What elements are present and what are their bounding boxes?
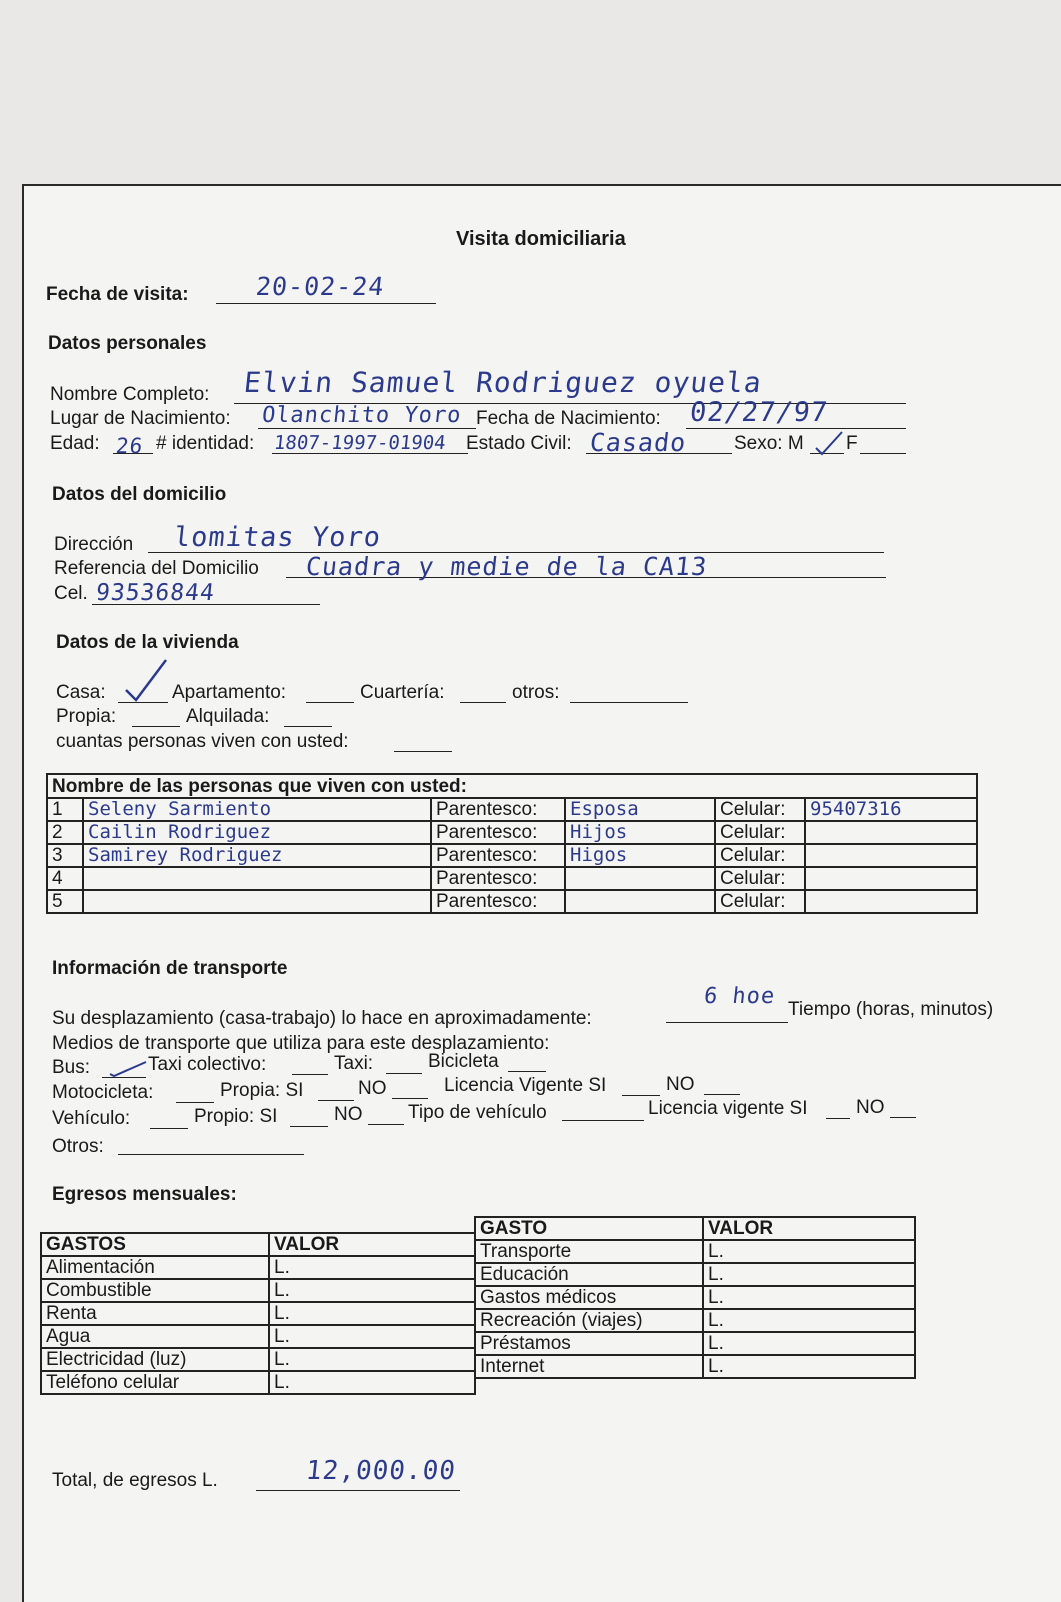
person-relation[interactable]	[565, 867, 715, 890]
birthdate-value[interactable]: 02/27/97	[688, 397, 830, 428]
address-value[interactable]: lomitas Yoro	[172, 522, 383, 553]
people-table	[46, 773, 978, 914]
expense-value[interactable]: L.	[703, 1355, 915, 1378]
row-number: 4	[47, 867, 83, 890]
otros-label: otros:	[512, 682, 560, 703]
person-name[interactable]: Seleny Sarmiento	[83, 798, 431, 821]
full-name-label: Nombre Completo:	[50, 384, 210, 405]
expense-name: Alimentación	[41, 1256, 269, 1279]
sex-f-label: F	[846, 433, 858, 454]
expense-value[interactable]: L.	[703, 1240, 915, 1263]
parentesco-label: Parentesco:	[431, 798, 565, 821]
birthdate-label: Fecha de Nacimiento:	[476, 408, 661, 429]
expenses-right-table	[474, 1216, 916, 1379]
age-label: Edad:	[50, 433, 100, 454]
expense-name: Teléfono celular	[41, 1371, 269, 1394]
birthplace-value[interactable]: Olanchito Yoro	[260, 403, 463, 428]
age-value[interactable]: 26	[114, 434, 145, 458]
sex-m-label: Sexo: M	[734, 433, 804, 454]
person-name[interactable]	[83, 890, 431, 913]
person-cel[interactable]: 95407316	[805, 798, 977, 821]
vehiculo-propio-no-label: NO	[334, 1104, 363, 1125]
row-number: 3	[47, 844, 83, 867]
valor-header: VALOR	[703, 1217, 915, 1240]
table-row	[47, 867, 977, 890]
apartamento-label: Apartamento:	[172, 682, 287, 703]
form-title: Visita domiciliaria	[456, 228, 626, 250]
moto-licencia-si-line	[622, 1095, 660, 1096]
moto-propia-no-label: NO	[358, 1078, 387, 1099]
commute-label: Su desplazamiento (casa-trabajo) lo hace en aproximadamente:	[52, 1008, 592, 1029]
expense-name: Agua	[41, 1325, 269, 1348]
alquilada-label: Alquilada:	[186, 706, 270, 727]
moto-propia-si-label: Propia: SI	[220, 1080, 304, 1101]
vehiculo-licencia-label: Licencia vigente SI	[648, 1098, 808, 1119]
expense-name: Recreación (viajes)	[475, 1309, 703, 1332]
civil-label: Estado Civil:	[466, 433, 572, 454]
vehiculo-propio-si-line	[290, 1126, 328, 1127]
vehiculo-propio-si-label: Propio: SI	[194, 1106, 278, 1127]
row-number: 5	[47, 890, 83, 913]
bicicleta-label: Bicicleta	[428, 1051, 499, 1072]
commute-suffix: Tiempo (horas, minutos)	[788, 999, 994, 1020]
bus-check-icon[interactable]	[108, 1060, 148, 1078]
personal-heading: Datos personales	[48, 333, 207, 354]
transport-heading: Información de transporte	[52, 958, 288, 979]
celular-label: Celular:	[715, 844, 805, 867]
expense-name: Electricidad (luz)	[41, 1348, 269, 1371]
cuarteria-label: Cuartería:	[360, 682, 445, 703]
housing-heading: Datos de la vivienda	[56, 632, 239, 653]
transport-otros-line	[118, 1154, 304, 1155]
expenses-left-table	[40, 1232, 476, 1395]
visit-date-value[interactable]: 20-02-24	[254, 272, 386, 301]
expense-name: Combustible	[41, 1279, 269, 1302]
row-number: 1	[47, 798, 83, 821]
table-row	[475, 1332, 915, 1355]
birthplace-line	[258, 428, 476, 429]
valor-header: VALOR	[269, 1233, 475, 1256]
civil-value[interactable]: Casado	[588, 428, 688, 457]
transport-otros-label: Otros:	[52, 1136, 104, 1157]
moto-licencia-no-line	[704, 1094, 740, 1095]
person-relation[interactable]: Hijos	[565, 821, 715, 844]
expense-value[interactable]: L.	[703, 1309, 915, 1332]
taxi-colectivo-line	[292, 1074, 328, 1075]
person-cel[interactable]	[805, 867, 977, 890]
person-relation[interactable]: Esposa	[565, 798, 715, 821]
table-row	[41, 1348, 475, 1371]
table-row	[41, 1279, 475, 1302]
reference-label: Referencia del Domicilio	[54, 558, 259, 579]
commute-value[interactable]: 6 hoe	[702, 984, 777, 1009]
table-row	[475, 1217, 915, 1240]
table-row	[47, 821, 977, 844]
moto-label: Motocicleta:	[52, 1082, 154, 1103]
total-label: Total, de egresos L.	[52, 1470, 218, 1491]
people-header: Nombre de las personas que viven con usted:	[47, 774, 977, 798]
expense-value[interactable]: L.	[703, 1286, 915, 1309]
vehiculo-propio-no-line	[368, 1124, 404, 1125]
celular-label: Celular:	[715, 798, 805, 821]
celular-label: Celular:	[715, 867, 805, 890]
celular-label: Celular:	[715, 890, 805, 913]
person-cel[interactable]	[805, 821, 977, 844]
taxi-colectivo-label: Taxi colectivo:	[148, 1054, 267, 1075]
alquilada-line	[284, 726, 332, 727]
cel-label: Cel.	[54, 583, 88, 604]
moto-line	[176, 1102, 214, 1103]
expense-value[interactable]: L.	[703, 1263, 915, 1286]
propia-line	[132, 726, 180, 727]
sex-m-check-icon[interactable]	[812, 430, 846, 456]
bicicleta-line	[508, 1071, 546, 1072]
visit-date-line	[216, 303, 436, 304]
table-row	[41, 1371, 475, 1394]
total-value[interactable]: 12,000.00	[304, 1456, 458, 1486]
casa-label: Casa:	[56, 682, 106, 703]
full-name-value[interactable]: Elvin Samuel Rodriguez oyuela	[242, 366, 764, 399]
expense-name: Préstamos	[475, 1332, 703, 1355]
moto-licencia-no-label: NO	[666, 1074, 695, 1095]
row-number: 2	[47, 821, 83, 844]
cel-value[interactable]: 93536844	[94, 580, 217, 606]
person-name[interactable]	[83, 867, 431, 890]
casa-check-icon[interactable]	[122, 656, 170, 704]
otros-line	[570, 702, 688, 703]
expense-value[interactable]: L.	[269, 1325, 475, 1348]
table-row	[47, 844, 977, 867]
expense-name: Renta	[41, 1302, 269, 1325]
expense-name: Transporte	[475, 1240, 703, 1263]
person-cel[interactable]	[805, 890, 977, 913]
moto-propia-si-line	[318, 1100, 354, 1101]
sex-f-line	[860, 453, 906, 454]
id-label: # identidad:	[156, 433, 255, 454]
table-row	[475, 1309, 915, 1332]
visit-date-label: Fecha de visita:	[46, 284, 189, 305]
vehiculo-licencia-no-label: NO	[856, 1097, 885, 1118]
expense-value[interactable]: L.	[269, 1256, 475, 1279]
people-count-line	[394, 751, 452, 752]
expense-name: Gastos médicos	[475, 1286, 703, 1309]
taxi-label: Taxi:	[334, 1053, 374, 1074]
reference-value[interactable]: Cuadra y medie de la CA13	[304, 552, 709, 581]
parentesco-label: Parentesco:	[431, 867, 565, 890]
gasto-header: GASTO	[475, 1217, 703, 1240]
table-row	[41, 1325, 475, 1348]
expenses-heading: Egresos mensuales:	[52, 1184, 237, 1205]
table-row	[475, 1286, 915, 1309]
domicile-heading: Datos del domicilio	[52, 484, 227, 505]
cuarteria-line	[460, 702, 506, 703]
person-relation[interactable]: Higos	[565, 844, 715, 867]
tipo-vehiculo-label: Tipo de vehículo	[408, 1102, 547, 1123]
bus-label: Bus:	[52, 1057, 91, 1078]
table-row	[41, 1233, 475, 1256]
parentesco-label: Parentesco:	[431, 844, 565, 867]
table-row	[41, 1256, 475, 1279]
vehiculo-label: Vehículo:	[52, 1108, 131, 1129]
expense-value[interactable]: L.	[703, 1332, 915, 1355]
expense-value[interactable]: L.	[269, 1302, 475, 1325]
celular-label: Celular:	[715, 821, 805, 844]
expense-value[interactable]: L.	[269, 1348, 475, 1371]
expense-name: Educación	[475, 1263, 703, 1286]
gastos-header: GASTOS	[41, 1233, 269, 1256]
birthdate-line	[686, 428, 906, 429]
table-row	[475, 1355, 915, 1378]
means-label: Medios de transporte que utiliza para este desplazamiento:	[52, 1033, 550, 1054]
address-label: Dirección	[54, 534, 134, 555]
people-count-label: cuantas personas viven con usted:	[56, 731, 349, 752]
expense-name: Internet	[475, 1355, 703, 1378]
parentesco-label: Parentesco:	[431, 821, 565, 844]
id-value[interactable]: 1807-1997-01904	[272, 432, 447, 454]
people-table-header	[47, 774, 977, 798]
vehiculo-licencia-si-line	[826, 1118, 850, 1119]
table-row	[47, 890, 977, 913]
parentesco-label: Parentesco:	[431, 890, 565, 913]
taxi-line	[386, 1073, 422, 1074]
vehiculo-licencia-no-line	[890, 1117, 916, 1118]
person-name[interactable]: Samirey Rodriguez	[83, 844, 431, 867]
table-row	[475, 1263, 915, 1286]
person-name[interactable]: Cailin Rodriguez	[83, 821, 431, 844]
table-row	[475, 1240, 915, 1263]
total-line	[256, 1490, 460, 1491]
vehiculo-line	[150, 1128, 188, 1129]
moto-propia-no-line	[392, 1098, 428, 1099]
expense-value[interactable]: L.	[269, 1371, 475, 1394]
commute-line	[666, 1022, 788, 1023]
table-row	[41, 1302, 475, 1325]
table-row	[47, 798, 977, 821]
propia-label: Propia:	[56, 706, 117, 727]
moto-licencia-label: Licencia Vigente SI	[444, 1075, 607, 1096]
birthplace-label: Lugar de Nacimiento:	[50, 408, 231, 429]
tipo-vehiculo-line	[562, 1120, 644, 1121]
person-relation[interactable]	[565, 890, 715, 913]
apartamento-line	[306, 702, 354, 703]
person-cel[interactable]	[805, 844, 977, 867]
expense-value[interactable]: L.	[269, 1279, 475, 1302]
